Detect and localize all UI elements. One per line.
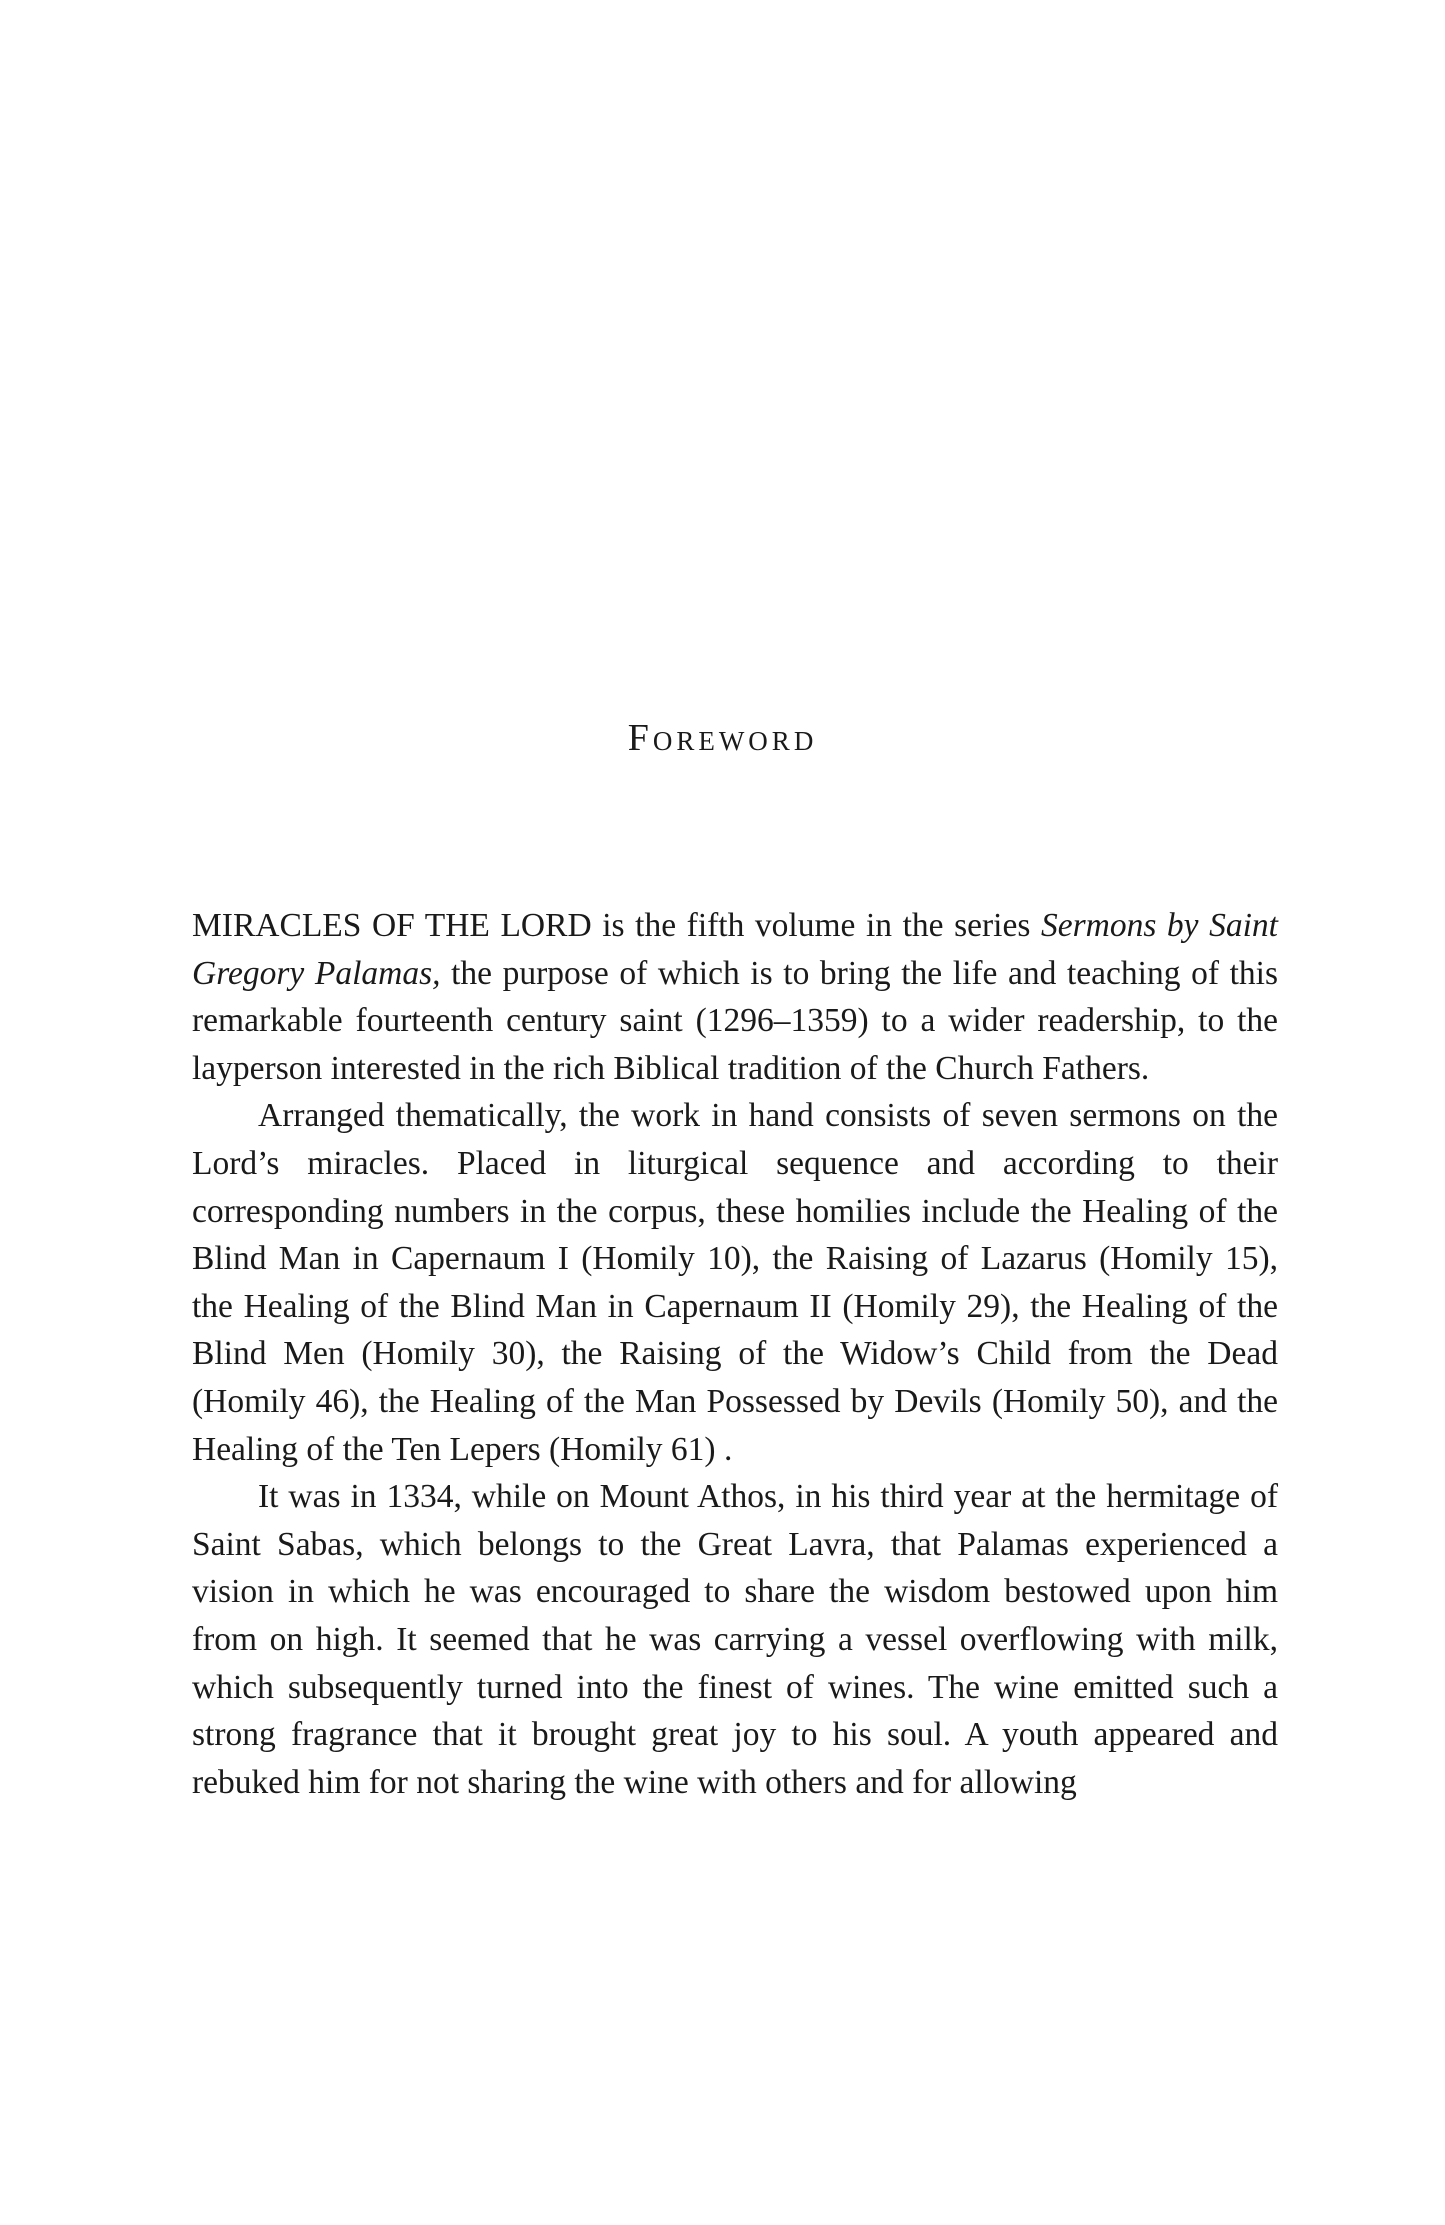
series-title: Sermons by Saint Gregory Palamas,	[192, 907, 1278, 992]
paragraph-1-text-a: is the fifth volume in the series	[591, 907, 1041, 944]
page-title: Foreword	[627, 717, 818, 759]
paragraph-1-text-b: the purpose of which is to bring the life and teaching of this remarkable fourteenth century saint (1296–1359) to a wider readership, to the layperson interested in the rich Biblical tradition of the Church Fathers.	[192, 954, 1278, 1087]
paragraph-1	[192, 902, 1278, 1092]
paragraph-2: Arranged thematically, the work in hand consists of seven sermons on the Lord’s miracles. Placed in liturgical sequence and according to their corresponding numbers in the corpus, these homilies include the Healing of the Blind Man in Capernaum I (Homily 10), the Raising of Lazarus (Homily 15), the Healing of the Blind Man in Capernaum II (Homily 29), the Healing of the Blind Men (Homily 30), the Raising of the Widow’s Child from the Dead (Homily 46), the Healing of the Man Possessed by Devils (Homily 50), and the Healing of the Ten Lepers (Homily 61) .	[192, 1097, 1278, 1468]
book-title: MIRACLES OF THE LORD	[192, 907, 592, 944]
paragraph-3: It was in 1334, while on Mount Athos, in his third year at the hermitage of Saint Sabas, which belongs to the Great Lavra, that Palamas experienced a vision in which he was encouraged to share the wisdom bestowed upon him from on high. It seemed that he was carrying a vessel overflowing with milk, which subsequently turned into the finest of wines. The wine emitted such a strong fragrance that it brought great joy to his soul. A youth appeared and rebuked him for not sharing the wine with others and for allowing	[192, 1478, 1278, 1801]
body-text	[192, 902, 1278, 1806]
